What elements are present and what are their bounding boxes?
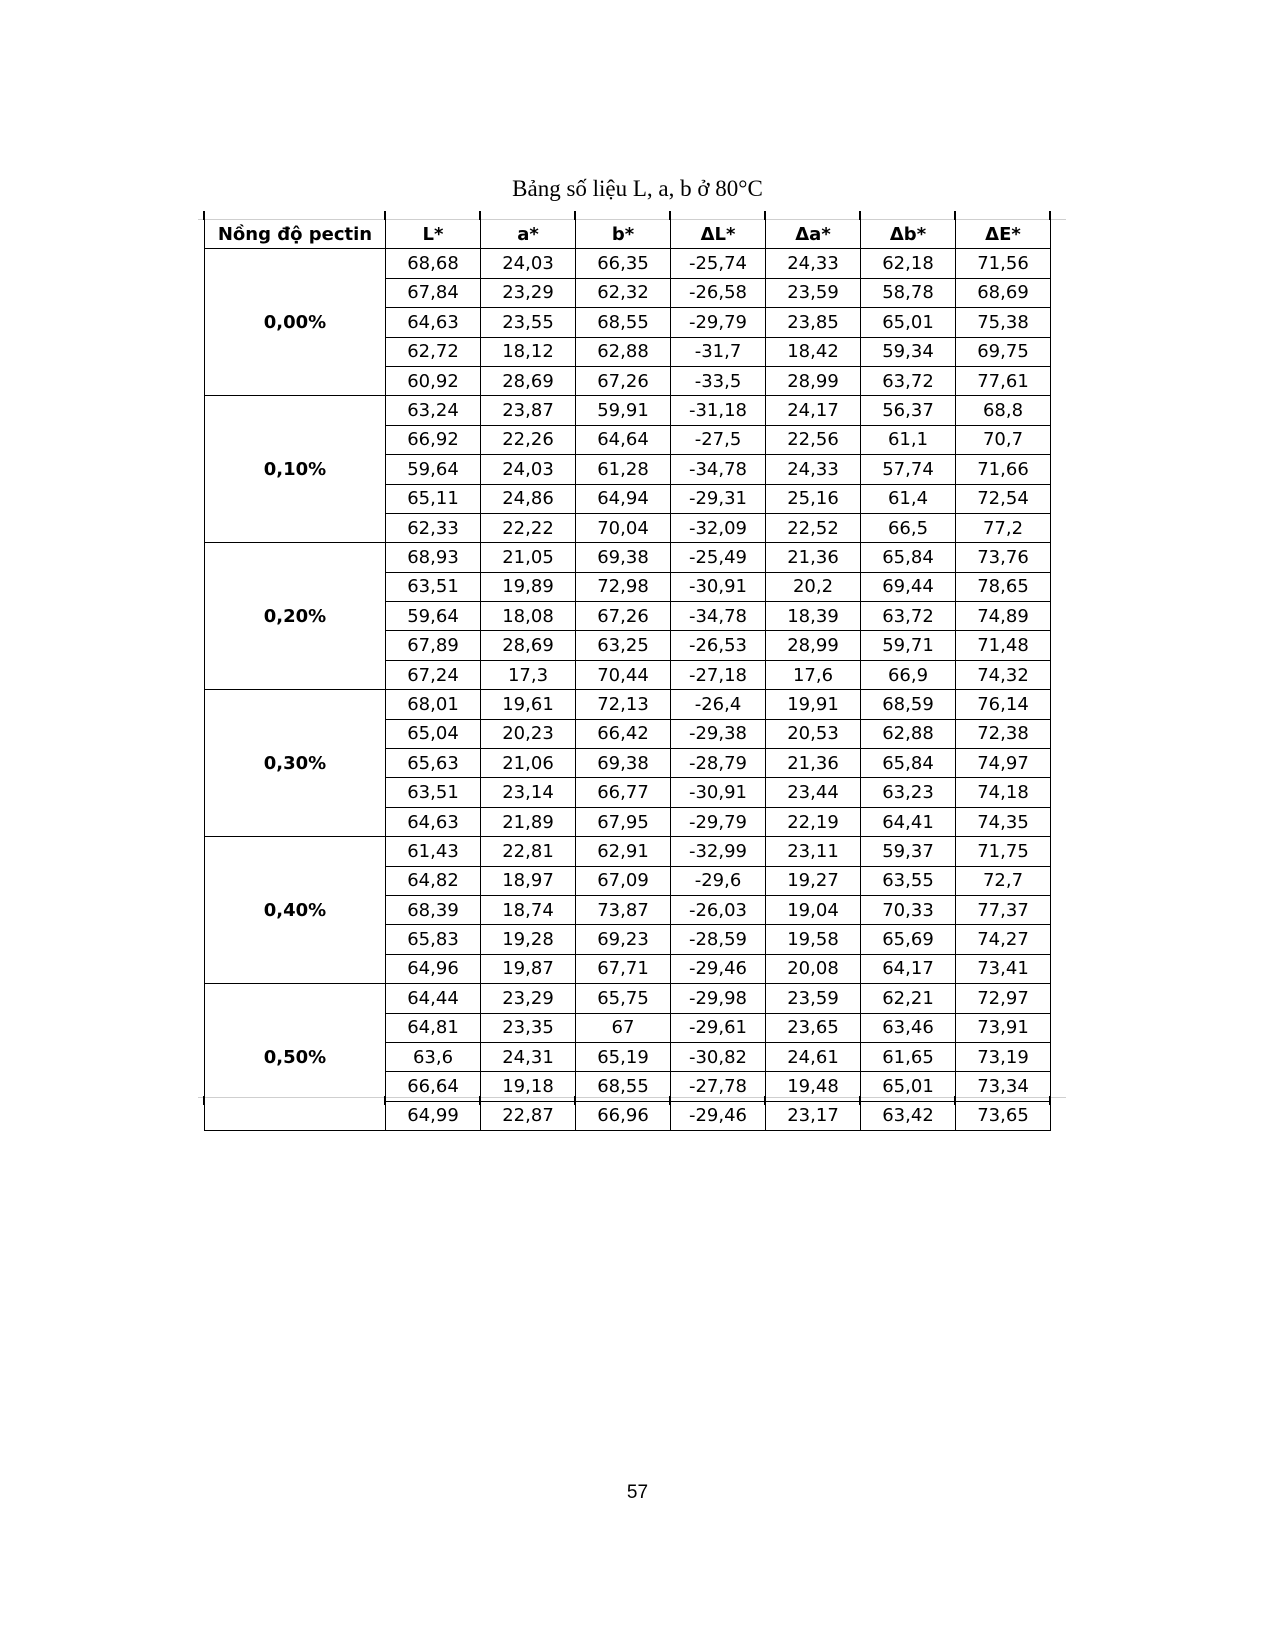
table-cell: -29,31	[671, 484, 766, 513]
table-cell: 23,35	[481, 1013, 576, 1042]
table-cell: 62,33	[386, 513, 481, 542]
table-cell: 65,69	[861, 925, 956, 954]
table-body	[205, 249, 1051, 1131]
table-cell: 62,32	[576, 278, 671, 307]
column-tick	[479, 1096, 481, 1105]
header-col-7: ΔE*	[956, 220, 1051, 249]
table-cell: 64,96	[386, 954, 481, 983]
table-cell: -29,79	[671, 308, 766, 337]
table-cell: 58,78	[861, 278, 956, 307]
table-cell: -30,91	[671, 572, 766, 601]
table-cell: 20,08	[766, 954, 861, 983]
table-cell: 74,32	[956, 660, 1051, 689]
table-cell: 63,6	[386, 1042, 481, 1071]
column-tick	[1049, 211, 1051, 220]
table-cell: 64,81	[386, 1013, 481, 1042]
table-cell: 24,17	[766, 396, 861, 425]
table-cell: 66,64	[386, 1072, 481, 1101]
table-cell: 22,22	[481, 513, 576, 542]
table-cell: 63,46	[861, 1013, 956, 1042]
table-cell: -32,99	[671, 837, 766, 866]
table-cell: 77,61	[956, 366, 1051, 395]
table-cell: 78,65	[956, 572, 1051, 601]
table-row	[205, 249, 1051, 278]
table-cell: 73,34	[956, 1072, 1051, 1101]
column-tick	[954, 211, 956, 220]
table-cell: 19,58	[766, 925, 861, 954]
table-cell: 18,12	[481, 337, 576, 366]
table-cell: 72,98	[576, 572, 671, 601]
table-cell: 72,38	[956, 719, 1051, 748]
table-cell: 56,37	[861, 396, 956, 425]
table-cell: 23,55	[481, 308, 576, 337]
table-cell: 63,51	[386, 572, 481, 601]
table-cell: 73,91	[956, 1013, 1051, 1042]
table-cell: 17,6	[766, 660, 861, 689]
table-cell: 19,61	[481, 690, 576, 719]
table-cell: -29,61	[671, 1013, 766, 1042]
table-cell: 64,63	[386, 807, 481, 836]
table-cell: 69,75	[956, 337, 1051, 366]
column-tick	[384, 211, 386, 220]
table-cell: 66,35	[576, 249, 671, 278]
page-number: 57	[626, 1482, 649, 1503]
column-tick	[669, 1096, 671, 1105]
table-cell: 68,69	[956, 278, 1051, 307]
table-cell: 63,72	[861, 366, 956, 395]
table-cell: 66,42	[576, 719, 671, 748]
table-cell: 63,55	[861, 866, 956, 895]
table-cell: 67,89	[386, 631, 481, 660]
table-cell: 64,63	[386, 308, 481, 337]
table-cell: 19,48	[766, 1072, 861, 1101]
table-cell: 65,04	[386, 719, 481, 748]
table-cell: 21,05	[481, 543, 576, 572]
table-cell: -26,53	[671, 631, 766, 660]
table-cell: 67	[576, 1013, 671, 1042]
group-label: 0,00%	[205, 249, 386, 396]
table-cell: 24,33	[766, 455, 861, 484]
table-cell: -30,91	[671, 778, 766, 807]
table-cell: 22,19	[766, 807, 861, 836]
table-cell: 25,16	[766, 484, 861, 513]
table-cell: 21,89	[481, 807, 576, 836]
table-cell: 61,65	[861, 1042, 956, 1071]
table-container	[204, 219, 1051, 1131]
table-cell: 77,2	[956, 513, 1051, 542]
table-cell: 68,55	[576, 1072, 671, 1101]
table-cell: 76,14	[956, 690, 1051, 719]
table-cell: 67,26	[576, 366, 671, 395]
table-cell: 64,82	[386, 866, 481, 895]
column-tick	[479, 211, 481, 220]
table-cell: 71,66	[956, 455, 1051, 484]
column-tick	[669, 211, 671, 220]
table-cell: -27,5	[671, 425, 766, 454]
table-cell: 22,87	[481, 1101, 576, 1130]
table-cell: 68,93	[386, 543, 481, 572]
header-col-2: a*	[481, 220, 576, 249]
table-cell: 23,29	[481, 984, 576, 1013]
column-tick	[574, 1096, 576, 1105]
column-tick	[859, 1096, 861, 1105]
table-cell: 74,97	[956, 749, 1051, 778]
table-cell: 68,01	[386, 690, 481, 719]
table-cell: -29,98	[671, 984, 766, 1013]
table-cell: 74,89	[956, 602, 1051, 631]
table-row	[205, 984, 1051, 1013]
table-cell: 59,34	[861, 337, 956, 366]
table-cell: 72,97	[956, 984, 1051, 1013]
table-cell: -31,18	[671, 396, 766, 425]
table-cell: 73,76	[956, 543, 1051, 572]
table-cell: 70,44	[576, 660, 671, 689]
table-cell: 73,41	[956, 954, 1051, 983]
table-cell: -34,78	[671, 455, 766, 484]
table-cell: -29,46	[671, 1101, 766, 1130]
table-cell: 23,65	[766, 1013, 861, 1042]
table-cell: 70,33	[861, 895, 956, 924]
column-tick	[859, 211, 861, 220]
table-cell: -27,78	[671, 1072, 766, 1101]
column-tick	[203, 211, 205, 220]
header-col-5: Δa*	[766, 220, 861, 249]
table-cell: 23,11	[766, 837, 861, 866]
table-cell: 28,69	[481, 366, 576, 395]
table-cell: 67,09	[576, 866, 671, 895]
table-cell: 68,59	[861, 690, 956, 719]
table-cell: 23,29	[481, 278, 576, 307]
table-cell: 22,56	[766, 425, 861, 454]
header-col-1: L*	[386, 220, 481, 249]
table-cell: 64,44	[386, 984, 481, 1013]
table-cell: 28,99	[766, 366, 861, 395]
column-tick	[574, 211, 576, 220]
column-tick	[764, 211, 766, 220]
column-tick	[764, 1096, 766, 1105]
table-cell: 72,54	[956, 484, 1051, 513]
table-cell: 19,87	[481, 954, 576, 983]
table-cell: 62,91	[576, 837, 671, 866]
table-cell: 63,42	[861, 1101, 956, 1130]
header-row	[205, 220, 1051, 249]
group-label: 0,40%	[205, 837, 386, 984]
table-cell: 62,88	[861, 719, 956, 748]
table-cell: 62,21	[861, 984, 956, 1013]
header-col-3: b*	[576, 220, 671, 249]
table-cell: 67,95	[576, 807, 671, 836]
table-cell: -29,79	[671, 807, 766, 836]
table-cell: 69,38	[576, 749, 671, 778]
table-cell: 21,36	[766, 543, 861, 572]
table-cell: 19,89	[481, 572, 576, 601]
table-cell: 23,14	[481, 778, 576, 807]
table-cell: 18,74	[481, 895, 576, 924]
table-cell: 70,7	[956, 425, 1051, 454]
table-cell: 20,53	[766, 719, 861, 748]
table-cell: 17,3	[481, 660, 576, 689]
table-cell: 23,59	[766, 984, 861, 1013]
table-cell: 69,38	[576, 543, 671, 572]
table-cell: 65,84	[861, 749, 956, 778]
table-cell: 66,92	[386, 425, 481, 454]
group-label: 0,20%	[205, 543, 386, 690]
table-cell: 67,26	[576, 602, 671, 631]
group-label: 0,30%	[205, 690, 386, 837]
table-cell: 64,17	[861, 954, 956, 983]
table-cell: 68,39	[386, 895, 481, 924]
group-label: 0,10%	[205, 396, 386, 543]
table-cell: 24,33	[766, 249, 861, 278]
table-cell: 65,19	[576, 1042, 671, 1071]
table-cell: 67,24	[386, 660, 481, 689]
table-cell: 22,81	[481, 837, 576, 866]
table-caption: Bảng số liệu L, a, b ở 80°C	[512, 176, 763, 201]
table-cell: 24,61	[766, 1042, 861, 1071]
table-cell: 68,8	[956, 396, 1051, 425]
table-cell: 66,9	[861, 660, 956, 689]
table-cell: 20,2	[766, 572, 861, 601]
table-cell: -27,18	[671, 660, 766, 689]
table-cell: 71,48	[956, 631, 1051, 660]
table-cell: 23,59	[766, 278, 861, 307]
table-cell: 24,03	[481, 249, 576, 278]
table-cell: 69,44	[861, 572, 956, 601]
table-row	[205, 396, 1051, 425]
table-cell: 19,91	[766, 690, 861, 719]
table-cell: 69,23	[576, 925, 671, 954]
table-cell: 67,84	[386, 278, 481, 307]
table-cell: 66,77	[576, 778, 671, 807]
table-cell: 18,39	[766, 602, 861, 631]
table-cell: 67,71	[576, 954, 671, 983]
table-cell: -31,7	[671, 337, 766, 366]
table-cell: 23,44	[766, 778, 861, 807]
table-cell: 23,85	[766, 308, 861, 337]
table-cell: -28,59	[671, 925, 766, 954]
table-cell: 66,96	[576, 1101, 671, 1130]
table-cell: 28,99	[766, 631, 861, 660]
table-cell: 21,06	[481, 749, 576, 778]
table-cell: 59,64	[386, 602, 481, 631]
table-cell: 21,36	[766, 749, 861, 778]
table-cell: 61,4	[861, 484, 956, 513]
table-cell: 65,83	[386, 925, 481, 954]
table-cell: 28,69	[481, 631, 576, 660]
table-cell: 22,52	[766, 513, 861, 542]
table-cell: -29,38	[671, 719, 766, 748]
table-cell: 64,99	[386, 1101, 481, 1130]
table-cell: 70,04	[576, 513, 671, 542]
table-cell: 19,18	[481, 1072, 576, 1101]
table-cell: 18,97	[481, 866, 576, 895]
table-cell: -25,49	[671, 543, 766, 572]
table-row	[205, 837, 1051, 866]
table-cell: 19,28	[481, 925, 576, 954]
table-cell: -26,03	[671, 895, 766, 924]
table-cell: 74,35	[956, 807, 1051, 836]
table-cell: 74,27	[956, 925, 1051, 954]
table-cell: -30,82	[671, 1042, 766, 1071]
table-cell: 75,38	[956, 308, 1051, 337]
table-cell: 24,86	[481, 484, 576, 513]
table-cell: 71,56	[956, 249, 1051, 278]
table-cell: 18,42	[766, 337, 861, 366]
table-cell: 65,11	[386, 484, 481, 513]
table-cell: 64,94	[576, 484, 671, 513]
table-cell: -33,5	[671, 366, 766, 395]
table-cell: 64,41	[861, 807, 956, 836]
table-cell: 73,65	[956, 1101, 1051, 1130]
table-cell: 63,51	[386, 778, 481, 807]
table-cell: 65,75	[576, 984, 671, 1013]
group-label: 0,50%	[205, 984, 386, 1131]
table-cell: 77,37	[956, 895, 1051, 924]
table-cell: -26,4	[671, 690, 766, 719]
table-cell: 22,26	[481, 425, 576, 454]
table-cell: 65,84	[861, 543, 956, 572]
table-cell: 60,92	[386, 366, 481, 395]
header-col-4: ΔL*	[671, 220, 766, 249]
column-tick	[1049, 1096, 1051, 1105]
table-row	[205, 690, 1051, 719]
table-cell: 62,88	[576, 337, 671, 366]
table-cell: 62,18	[861, 249, 956, 278]
gridline-top	[198, 219, 1066, 220]
table-cell: 72,13	[576, 690, 671, 719]
table-cell: 59,71	[861, 631, 956, 660]
table-cell: 65,01	[861, 1072, 956, 1101]
table-cell: -25,74	[671, 249, 766, 278]
table-cell: 20,23	[481, 719, 576, 748]
table-cell: 19,04	[766, 895, 861, 924]
table-cell: 68,68	[386, 249, 481, 278]
column-tick	[203, 1096, 205, 1105]
table-cell: 74,18	[956, 778, 1051, 807]
table-cell: -28,79	[671, 749, 766, 778]
table-cell: 65,63	[386, 749, 481, 778]
table-cell: 19,27	[766, 866, 861, 895]
header-concentration: Nồng độ pectin	[205, 220, 386, 249]
table-cell: 73,87	[576, 895, 671, 924]
table-cell: 61,28	[576, 455, 671, 484]
table-cell: 23,87	[481, 396, 576, 425]
table-cell: 72,7	[956, 866, 1051, 895]
table-cell: 64,64	[576, 425, 671, 454]
table-cell: 18,08	[481, 602, 576, 631]
table-cell: -34,78	[671, 602, 766, 631]
table-cell: 61,1	[861, 425, 956, 454]
table-cell: 61,43	[386, 837, 481, 866]
table-cell: 59,37	[861, 837, 956, 866]
header-col-6: Δb*	[861, 220, 956, 249]
gridline-bottom	[198, 1097, 1066, 1098]
table-cell: 63,23	[861, 778, 956, 807]
table-cell: 24,03	[481, 455, 576, 484]
table-cell: -26,58	[671, 278, 766, 307]
table-cell: 59,91	[576, 396, 671, 425]
table-cell: 62,72	[386, 337, 481, 366]
table-cell: 63,72	[861, 602, 956, 631]
table-cell: -29,6	[671, 866, 766, 895]
table-cell: 66,5	[861, 513, 956, 542]
table-cell: 63,24	[386, 396, 481, 425]
table-cell: 65,01	[861, 308, 956, 337]
table-row	[205, 543, 1051, 572]
data-table	[204, 219, 1051, 1131]
table-cell: 23,17	[766, 1101, 861, 1130]
table-cell: 71,75	[956, 837, 1051, 866]
table-cell: 73,19	[956, 1042, 1051, 1071]
table-cell: 57,74	[861, 455, 956, 484]
table-cell: 24,31	[481, 1042, 576, 1071]
table-cell: 59,64	[386, 455, 481, 484]
table-cell: 63,25	[576, 631, 671, 660]
table-cell: 68,55	[576, 308, 671, 337]
column-tick	[384, 1096, 386, 1105]
table-cell: -32,09	[671, 513, 766, 542]
column-tick	[954, 1096, 956, 1105]
table-cell: -29,46	[671, 954, 766, 983]
